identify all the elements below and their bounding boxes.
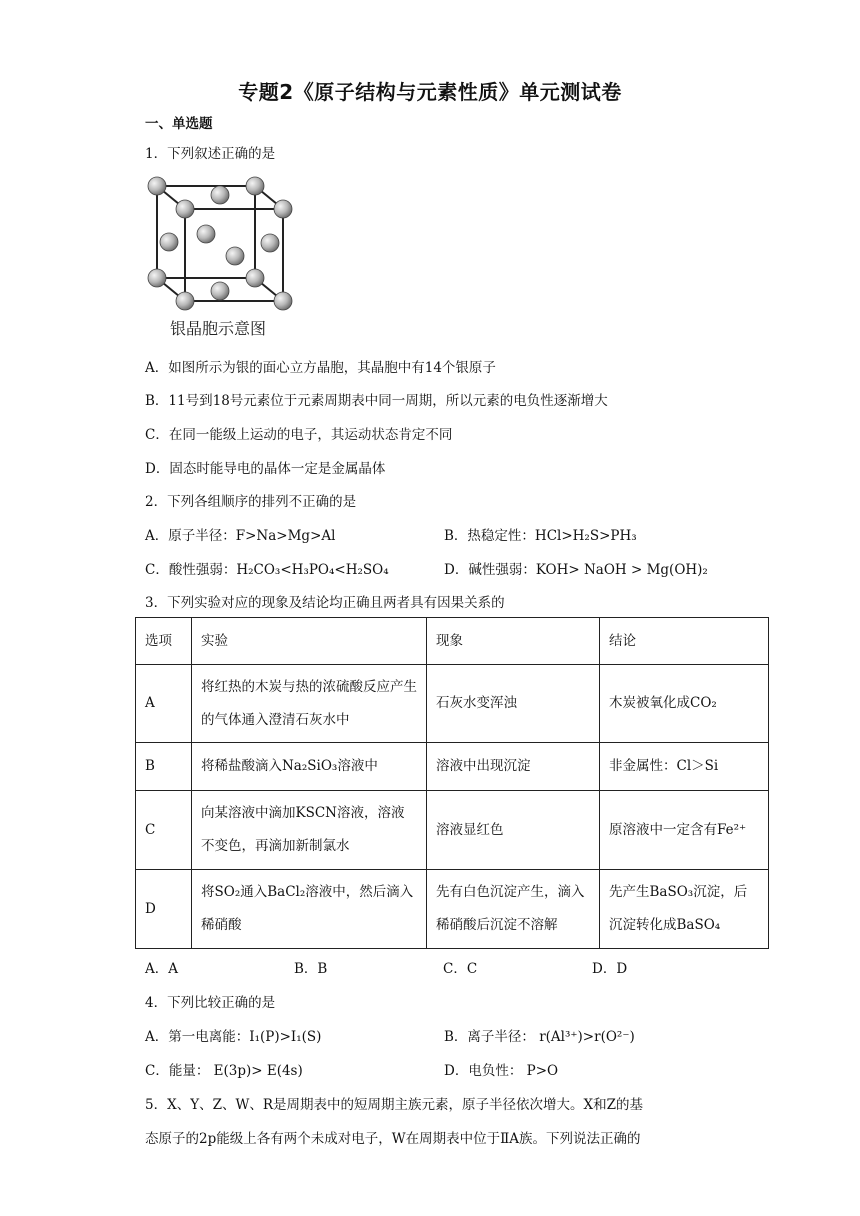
fcc-unit-cell-icon xyxy=(140,170,300,315)
q1-option-c: C．在同一能级上运动的电子，其运动状态肯定不同 xyxy=(145,427,453,443)
q1-option-d: D．固态时能导电的晶体一定是金属晶体 xyxy=(145,461,386,477)
figure-caption: 银晶胞示意图 xyxy=(170,319,267,338)
table-cell: 先产生BaSO₃沉淀，后沉淀转化成BaSO₄ xyxy=(600,870,769,949)
table-cell: 溶液中出现沉淀 xyxy=(427,743,600,791)
table-row xyxy=(136,791,769,870)
table-row xyxy=(136,743,769,791)
q1-option-b: B．11号到18号元素位于元素周期表中同一周期，所以元素的电负性逐渐增大 xyxy=(145,393,608,409)
table-row xyxy=(136,870,769,949)
table-cell: 将稀盐酸滴入Na₂SiO₃溶液中 xyxy=(192,743,427,791)
silver-crystal-cell-figure xyxy=(140,170,300,345)
table-cell: D xyxy=(136,870,192,949)
q3-table xyxy=(135,617,769,949)
table-cell: C xyxy=(136,791,192,870)
q4-option-d: D．电负性： P>O xyxy=(444,1063,559,1079)
q2-option-d: D．碱性强弱：KOH> NaOH > Mg(OH)₂ xyxy=(444,562,708,578)
table-header-row xyxy=(136,618,769,665)
q4-option-c: C．能量： E(3p)> E(4s) xyxy=(145,1063,303,1079)
table-cell: 木炭被氧化成CO₂ xyxy=(600,665,769,743)
table-cell: B xyxy=(136,743,192,791)
q4-stem: 4．下列比较正确的是 xyxy=(145,995,276,1011)
table-cell: 石灰水变浑浊 xyxy=(427,665,600,743)
q2-stem: 2．下列各组顺序的排列不正确的是 xyxy=(145,494,357,510)
section-heading: 一、单选题 xyxy=(145,116,213,132)
q3-options xyxy=(145,957,741,977)
q1-option-a: A．如图所示为银的面心立方晶胞，其晶胞中有14个银原子 xyxy=(145,360,496,376)
q4-option-b: B．离子半径： r(Al³⁺)>r(O²⁻) xyxy=(444,1029,635,1045)
table-cell: 原溶液中一定含有Fe²⁺ xyxy=(600,791,769,870)
q5-line-2: 态原子的2p能级上各有两个未成对电子，W在周期表中位于ⅡA族。下列说法正确的 xyxy=(145,1131,641,1147)
q3-option-d: D．D xyxy=(592,961,628,977)
table-cell: 将红热的木炭与热的浓硫酸反应产生的气体通入澄清石灰水中 xyxy=(192,665,427,743)
q5-line-1: 5．X、Y、Z、W、R是周期表中的短周期主族元素，原子半径依次增大。X和Z的基 xyxy=(145,1097,644,1113)
q2-option-c: C．酸性强弱：H₂CO₃<H₃PO₄<H₂SO₄ xyxy=(145,562,389,578)
table-cell: A xyxy=(136,665,192,743)
q3-option-b: B．B xyxy=(294,961,328,977)
header-cell: 选项 xyxy=(136,618,192,665)
q3-option-c: C．C xyxy=(443,961,478,977)
q3-option-a: A．A xyxy=(145,961,178,977)
q4-option-a: A．第一电离能：I₁(P)>I₁(S) xyxy=(145,1029,322,1045)
table-cell: 非金属性：Cl＞Si xyxy=(600,743,769,791)
page-title: 专题2《原子结构与元素性质》单元测试卷 xyxy=(238,80,622,104)
table-cell: 先有白色沉淀产生，滴入稀硝酸后沉淀不溶解 xyxy=(427,870,600,949)
table-cell: 溶液显红色 xyxy=(427,791,600,870)
q2-option-b: B．热稳定性：HCl>H₂S>PH₃ xyxy=(444,528,637,544)
header-cell: 现象 xyxy=(427,618,600,665)
header-cell: 结论 xyxy=(600,618,769,665)
table-cell: 向某溶液中滴加KSCN溶液，溶液不变色，再滴加新制氯水 xyxy=(192,791,427,870)
table-cell: 将SO₂通入BaCl₂溶液中，然后滴入稀硝酸 xyxy=(192,870,427,949)
table-row xyxy=(136,665,769,743)
q3-stem: 3．下列实验对应的现象及结论均正确且两者具有因果关系的 xyxy=(145,595,505,611)
header-cell: 实验 xyxy=(192,618,427,665)
q1-stem: 1．下列叙述正确的是 xyxy=(145,146,276,162)
q2-option-a: A．原子半径：F>Na>Mg>Al xyxy=(145,528,336,544)
